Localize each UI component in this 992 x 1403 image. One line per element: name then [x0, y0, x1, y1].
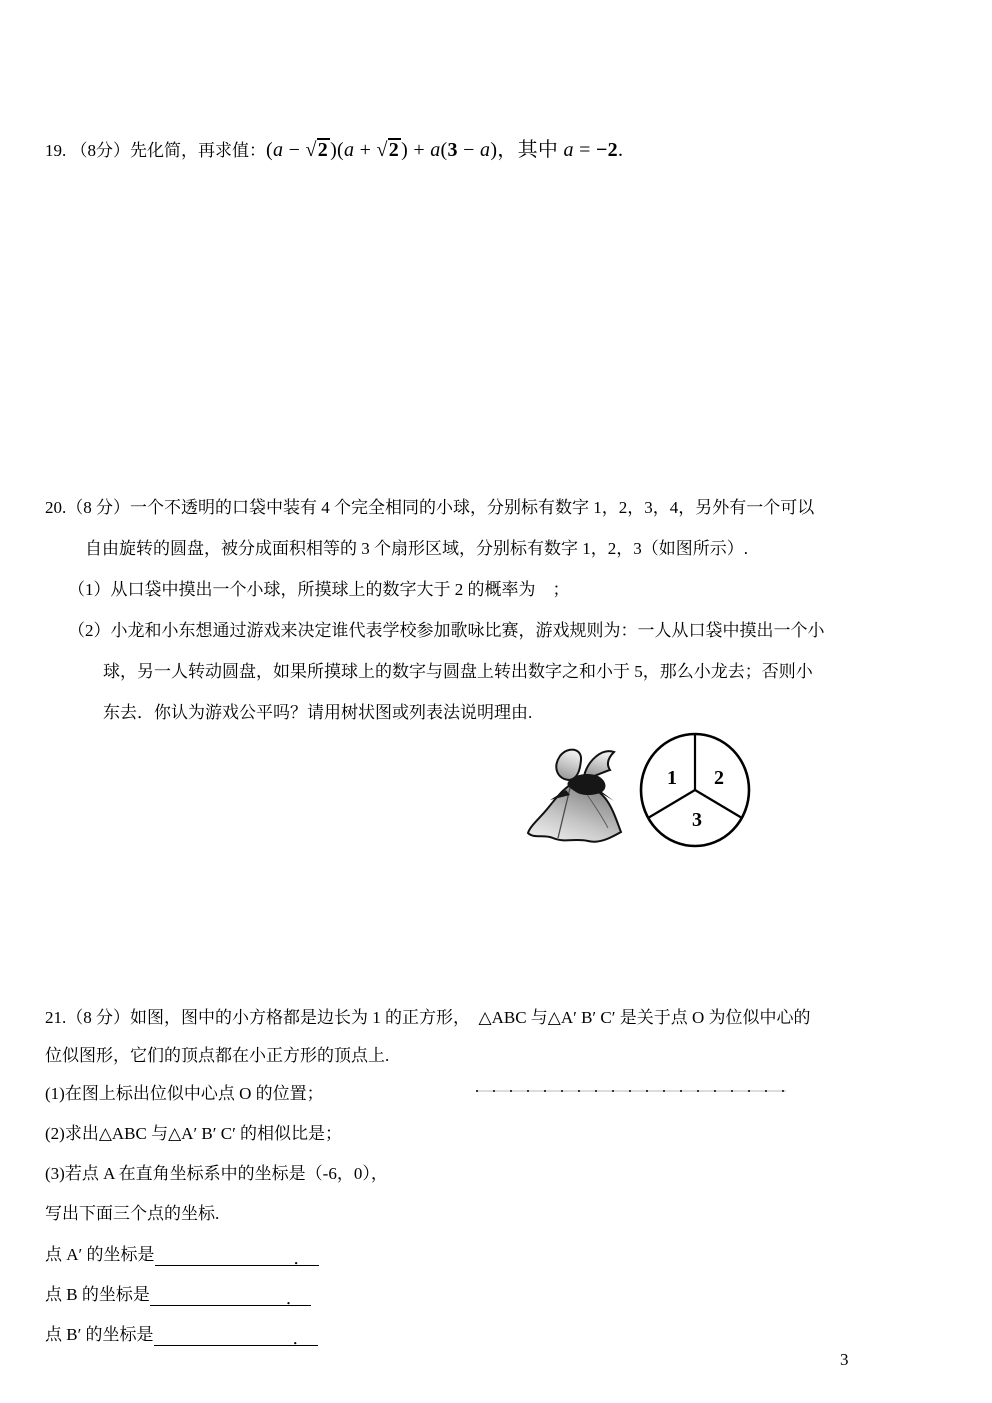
answer-period: ．	[292, 1329, 310, 1348]
answer-label-b: 点 B 的坐标是	[45, 1285, 150, 1304]
page-number: 3	[840, 1350, 849, 1369]
answer-blank-b[interactable]	[150, 1288, 311, 1306]
money-bag-illustration	[520, 738, 628, 856]
answer-blank-b-prime[interactable]	[154, 1328, 318, 1346]
answer-period: ．	[285, 1289, 303, 1308]
question-21-part-3-cont: 写出下面三个点的坐标.	[45, 1204, 220, 1223]
answer-line-a-prime	[45, 1244, 319, 1266]
spinner-sector-label-3: 3	[692, 809, 702, 831]
answer-line-b	[45, 1284, 311, 1306]
question-21-part-3: (3)若点 A 在直角坐标系中的坐标是（-6，0），	[45, 1164, 388, 1183]
answer-blank-a-prime[interactable]	[155, 1248, 319, 1266]
question-21-line-2: 位似图形，它们的顶点都在小正方形的顶点上.	[45, 1046, 390, 1065]
question-20-line-2: 自由旋转的圆盘，被分成面积相等的 3 个扇形区域，分别标有数字 1，2，3（如图所示）.	[85, 539, 748, 558]
answer-label-b-prime: 点 B′ 的坐标是	[45, 1325, 154, 1344]
question-19-formula: (a − √2 )(a + √2 ) + a(3 − a)，其中 a = −2.	[266, 139, 624, 161]
grid-figure-dotted-line	[476, 1090, 786, 1092]
question-20-line-1: 20.（8 分）一个不透明的口袋中装有 4 个完全相同的小球，分别标有数字 1，2，3，4，另外有一个可以	[45, 498, 815, 517]
spinner-figure	[638, 730, 752, 850]
question-20-part-2: （2）小龙和小东想通过游戏来决定谁代表学校参加歌咏比赛，游戏规则为：一人从口袋中摸出一个小	[68, 621, 825, 640]
answer-period: ．	[293, 1249, 311, 1268]
answer-label-a-prime: 点 A′ 的坐标是	[45, 1245, 155, 1264]
question-19-line	[45, 138, 623, 162]
question-20-part-2-cont-1: 球，另一人转动圆盘，如果所摸球上的数字与圆盘上转出数字之和小于 5，那么小龙去；否则小	[103, 662, 813, 681]
question-21-part-2: (2)求出△ABC 与△A′ B′ C′ 的相似比是；	[45, 1124, 343, 1143]
spinner-sector-label-1: 1	[667, 767, 677, 789]
question-19-prefix: 19. （8分）先化简，再求值：	[45, 141, 266, 160]
question-20-part-1: （1）从口袋中摸出一个小球，所摸球上的数字大于 2 的概率为 ；	[68, 580, 570, 599]
spinner-sector-label-2: 2	[714, 767, 724, 789]
question-21-line-1: 21.（8 分）如图，图中的小方格都是边长为 1 的正方形， △ABC 与△A′ B′ C′ 是关于点 O 为位似中心的	[45, 1008, 811, 1027]
question-21-part-1: (1)在图上标出位似中心点 O 的位置；	[45, 1084, 324, 1103]
question-20-part-2-cont-2: 东去．你认为游戏公平吗？请用树状图或列表法说明理由.	[103, 703, 533, 722]
answer-line-b-prime	[45, 1324, 318, 1346]
